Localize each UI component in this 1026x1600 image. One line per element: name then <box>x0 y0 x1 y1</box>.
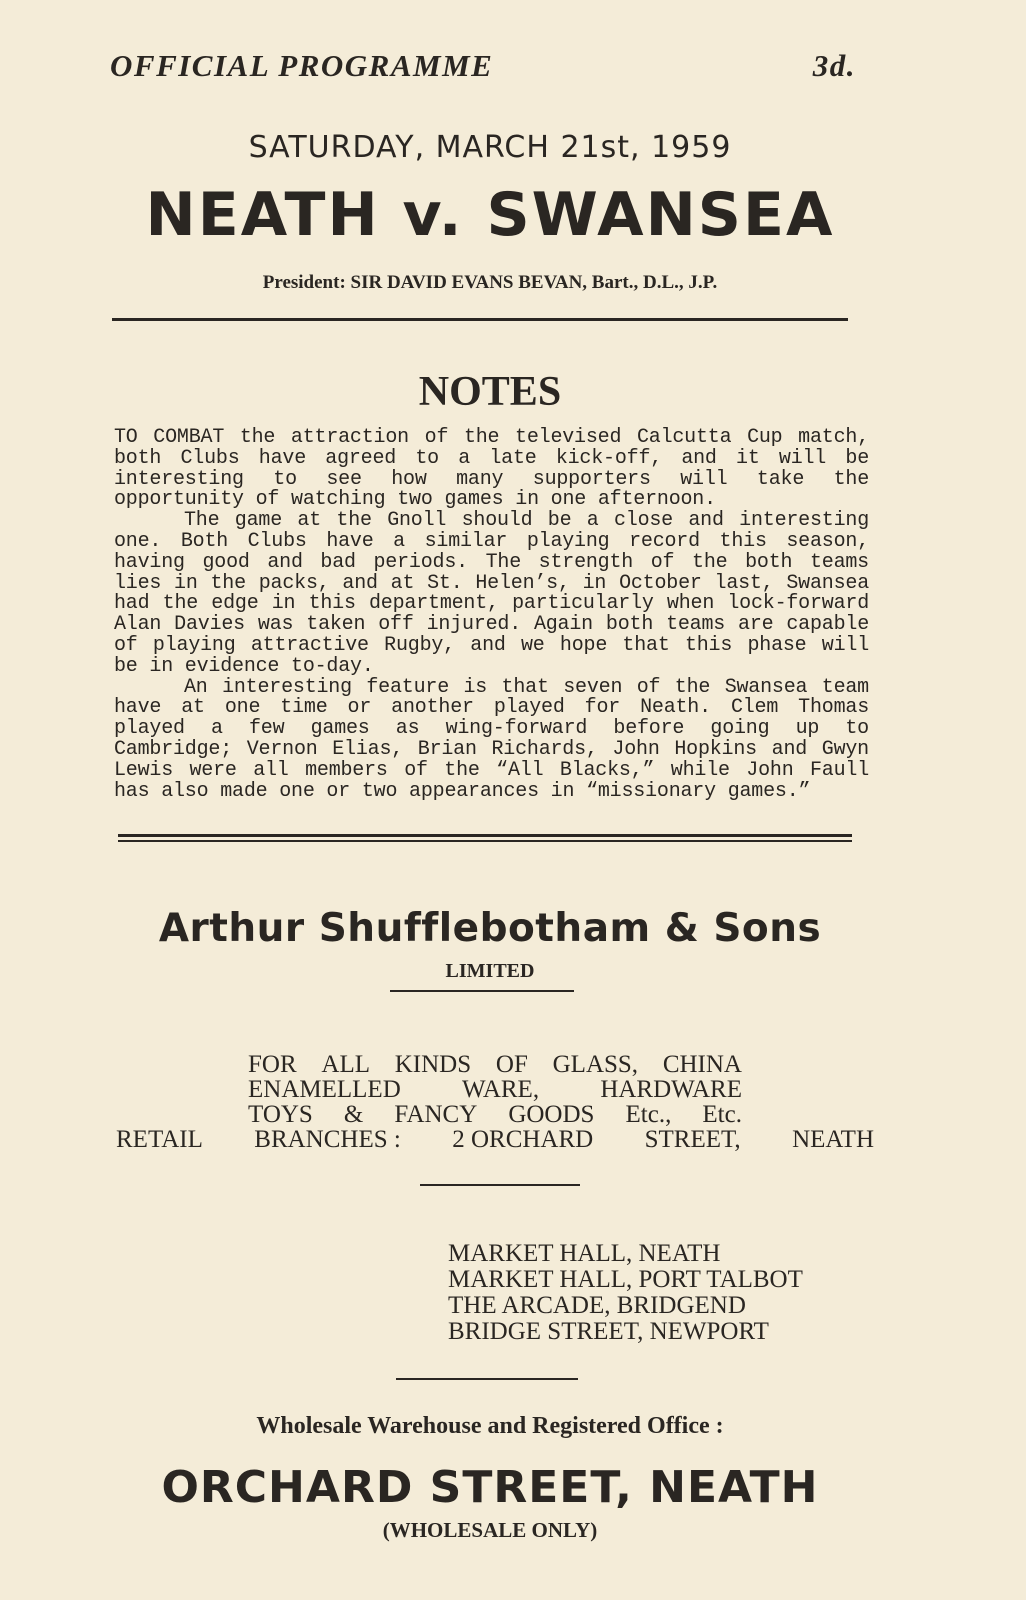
notes-paragraph: An interesting feature is that seven of the Swansea team have at one time or another played for Neath. Clem Thomas played a few games as wing-forward before going up to Cambridge; Vernon Elias, Brian Richards, John Hopkins and Gwyn Lewis were all members of the “All Blacks,” while John Faull has also made one or two appearances in “missionary games.” <box>114 675 869 803</box>
notes-paragraph: TO COMBAT the attraction of the televised Calcutta Cup match, both Clubs have agreed to a late kick-off, and it will be interesting to see how many supporters will take the opportunity of watching two games in one afternoon. <box>114 426 869 512</box>
advert-goods <box>248 1052 742 1127</box>
branch-item: BRIDGE STREET, NEWPORT <box>448 1318 769 1345</box>
warehouse-address: ORCHARD STREET, NEATH <box>161 1462 819 1513</box>
goods-line: TOYS & FANCY GOODS Etc., Etc. <box>248 1101 742 1128</box>
match-title: NEATH v. SWANSEA <box>145 180 835 250</box>
goods-line: FOR ALL KINDS OF GLASS, CHINA <box>248 1051 742 1078</box>
programme-title: OFFICIAL PROGRAMME <box>110 48 494 83</box>
branch-item: MARKET HALL, PORT TALBOT <box>448 1266 803 1293</box>
divider-short <box>390 990 574 992</box>
notes-paragraph: The game at the Gnoll should be a close and interesting one. Both Clubs have a similar playing record this season, having good and bad periods. The strength of the both teams lies in the packs, and at St. Helen’s, in October last, Swansea had the edge in this department, particularly when lock-forward Alan Davies was taken off injured. Again both teams are capable of playing attractive Rugby, and we hope that this phase will be in evidence to-day. <box>114 509 869 678</box>
notes-title: NOTES <box>418 369 562 415</box>
advert-firm-name: Arthur Shufflebotham & Sons <box>158 906 822 951</box>
advert-limited: LIMITED <box>445 960 535 982</box>
warehouse-heading: Wholesale Warehouse and Registered Office : <box>256 1413 724 1439</box>
divider-short <box>420 1184 580 1186</box>
notes-body <box>114 428 869 802</box>
president-line: President: SIR DAVID EVANS BEVAN, Bart., D.L., J.P. <box>262 272 718 293</box>
wholesale-only-note: (WHOLESALE ONLY) <box>382 1518 598 1542</box>
programme-header <box>110 48 856 84</box>
programme-price: 3d. <box>812 48 856 83</box>
goods-line: ENAMELLED WARE, HARDWARE <box>248 1076 742 1103</box>
divider-double-upper <box>118 834 852 837</box>
divider-double-lower <box>118 840 852 842</box>
branch-item: THE ARCADE, BRIDGEND <box>448 1292 746 1319</box>
divider-top <box>112 318 848 321</box>
retail-branches-line: RETAIL BRANCHES : 2 ORCHARD STREET, NEATH <box>116 1126 874 1153</box>
branch-list <box>448 1241 803 1345</box>
divider-short <box>396 1378 578 1380</box>
match-date: SATURDAY, MARCH 21st, 1959 <box>248 130 732 165</box>
branch-item: MARKET HALL, NEATH <box>448 1240 721 1267</box>
